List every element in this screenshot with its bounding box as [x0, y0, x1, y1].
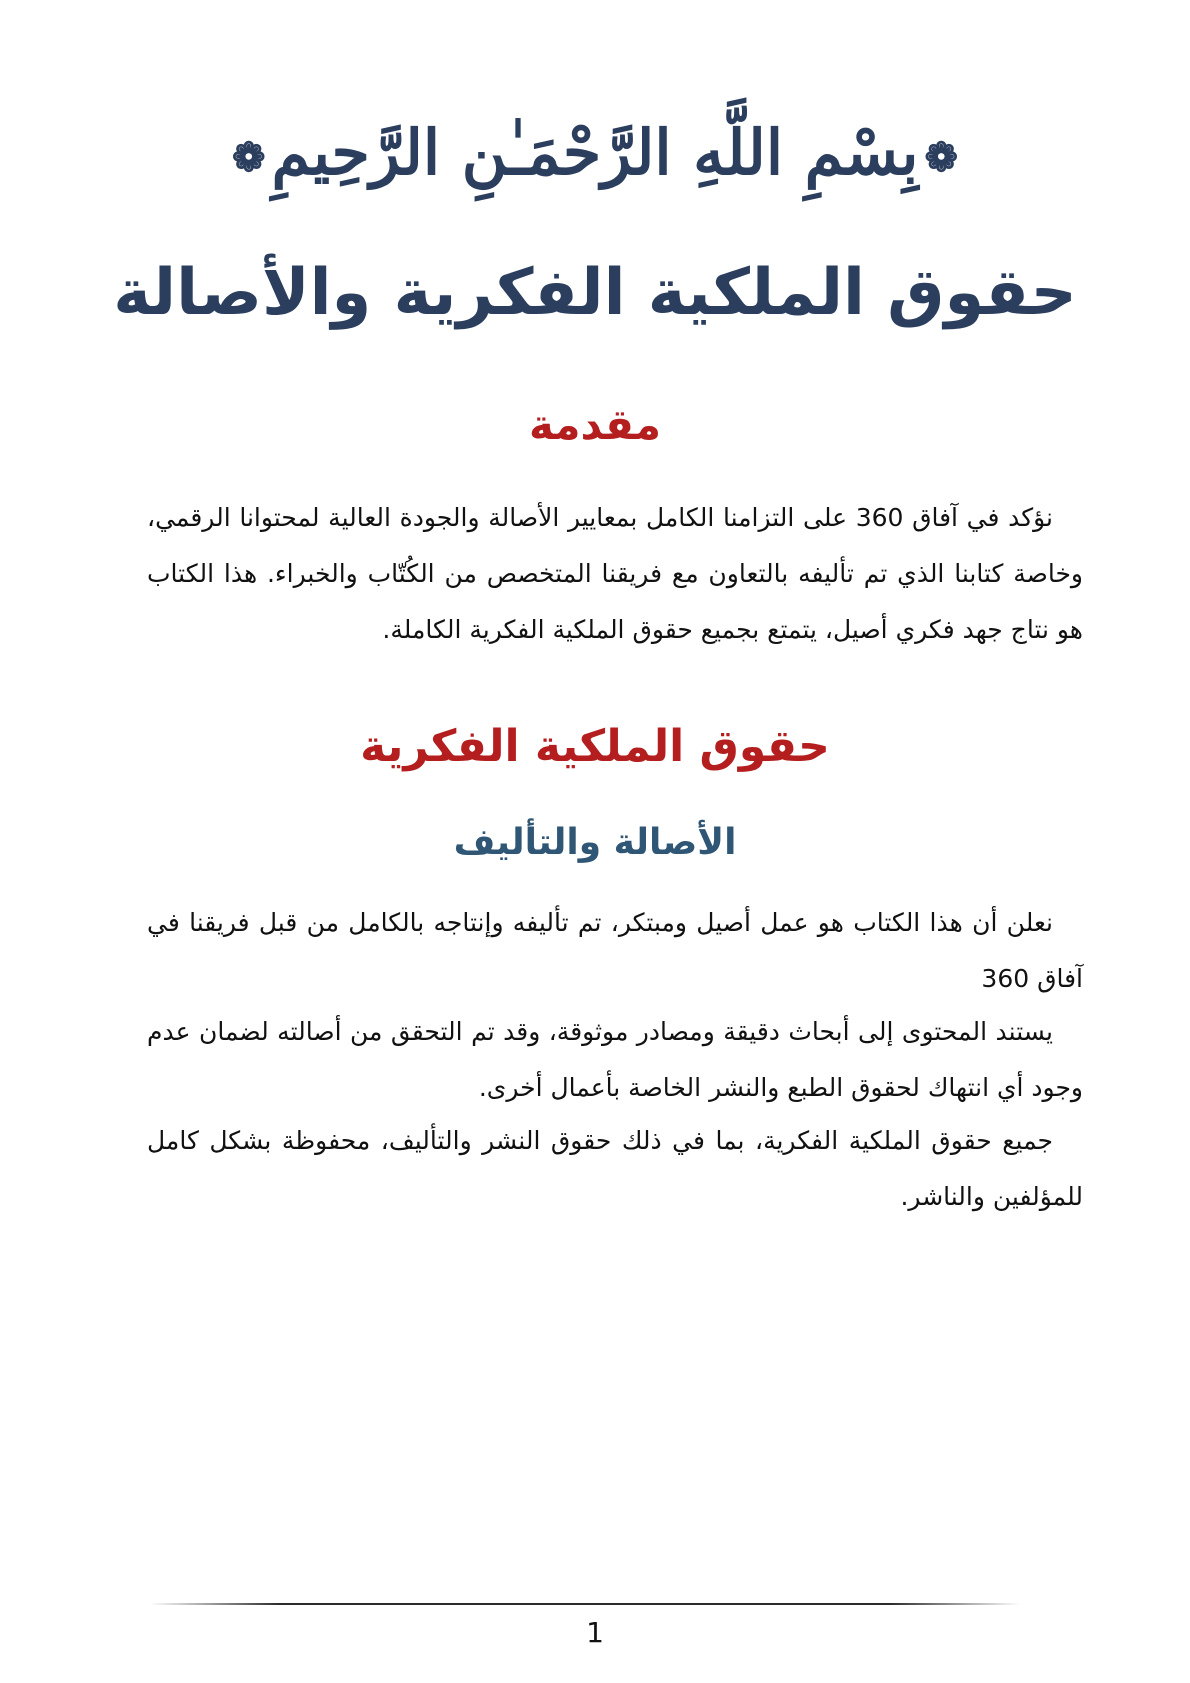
ip-paragraph-sources: يستند المحتوى إلى أبحاث دقيقة ومصادر موثوقة، وقد تم التحقق من أصالته لضمان عدم وجود أي انتهاك لحقوق الطبع والنشر الخاصة بأعمال أخرى.: [147, 1017, 1083, 1102]
page-number: 1: [586, 1616, 604, 1649]
footer-divider: [150, 1603, 1020, 1605]
ip-heading: حقوق الملكية الفكرية: [360, 721, 830, 772]
basmala-line: [0, 108, 1190, 203]
intro-heading: مقدمة: [529, 400, 661, 449]
basmala-text: بِسْمِ اللَّهِ الرَّحْمَـٰنِ الرَّحِيمِ: [271, 116, 919, 189]
authorship-subheading: الأصالة والتأليف: [453, 822, 737, 863]
ip-paragraph-originality: نعلن أن هذا الكتاب هو عمل أصيل ومبتكر، تم تأليفه وإنتاجه بالكامل من قبل فريقنا في آفاق 360: [147, 908, 1083, 993]
intro-paragraph: نؤكد في آفاق 360 على التزامنا الكامل بمعايير الأصالة والجودة العالية لمحتوانا الرقمي، وخاصة كتابنا الذي تم تأليفه بالتعاون مع فريقنا المتخصص من الكُتّاب والخبراء. هذا الكتاب هو نتاج جهد فكري أصيل، يتمتع بجميع حقوق الملكية الفكرية الكاملة.: [147, 503, 1083, 644]
ip-paragraph-rights: جميع حقوق الملكية الفكرية، بما في ذلك حقوق النشر والتأليف، محفوظة بشكل كامل للمؤلفين والناشر.: [147, 1126, 1083, 1211]
ornament-icon: ❁: [924, 134, 958, 181]
ornament-icon: ❁: [232, 134, 266, 181]
page-title: حقوق الملكية الفكرية والأصالة: [113, 256, 1077, 330]
